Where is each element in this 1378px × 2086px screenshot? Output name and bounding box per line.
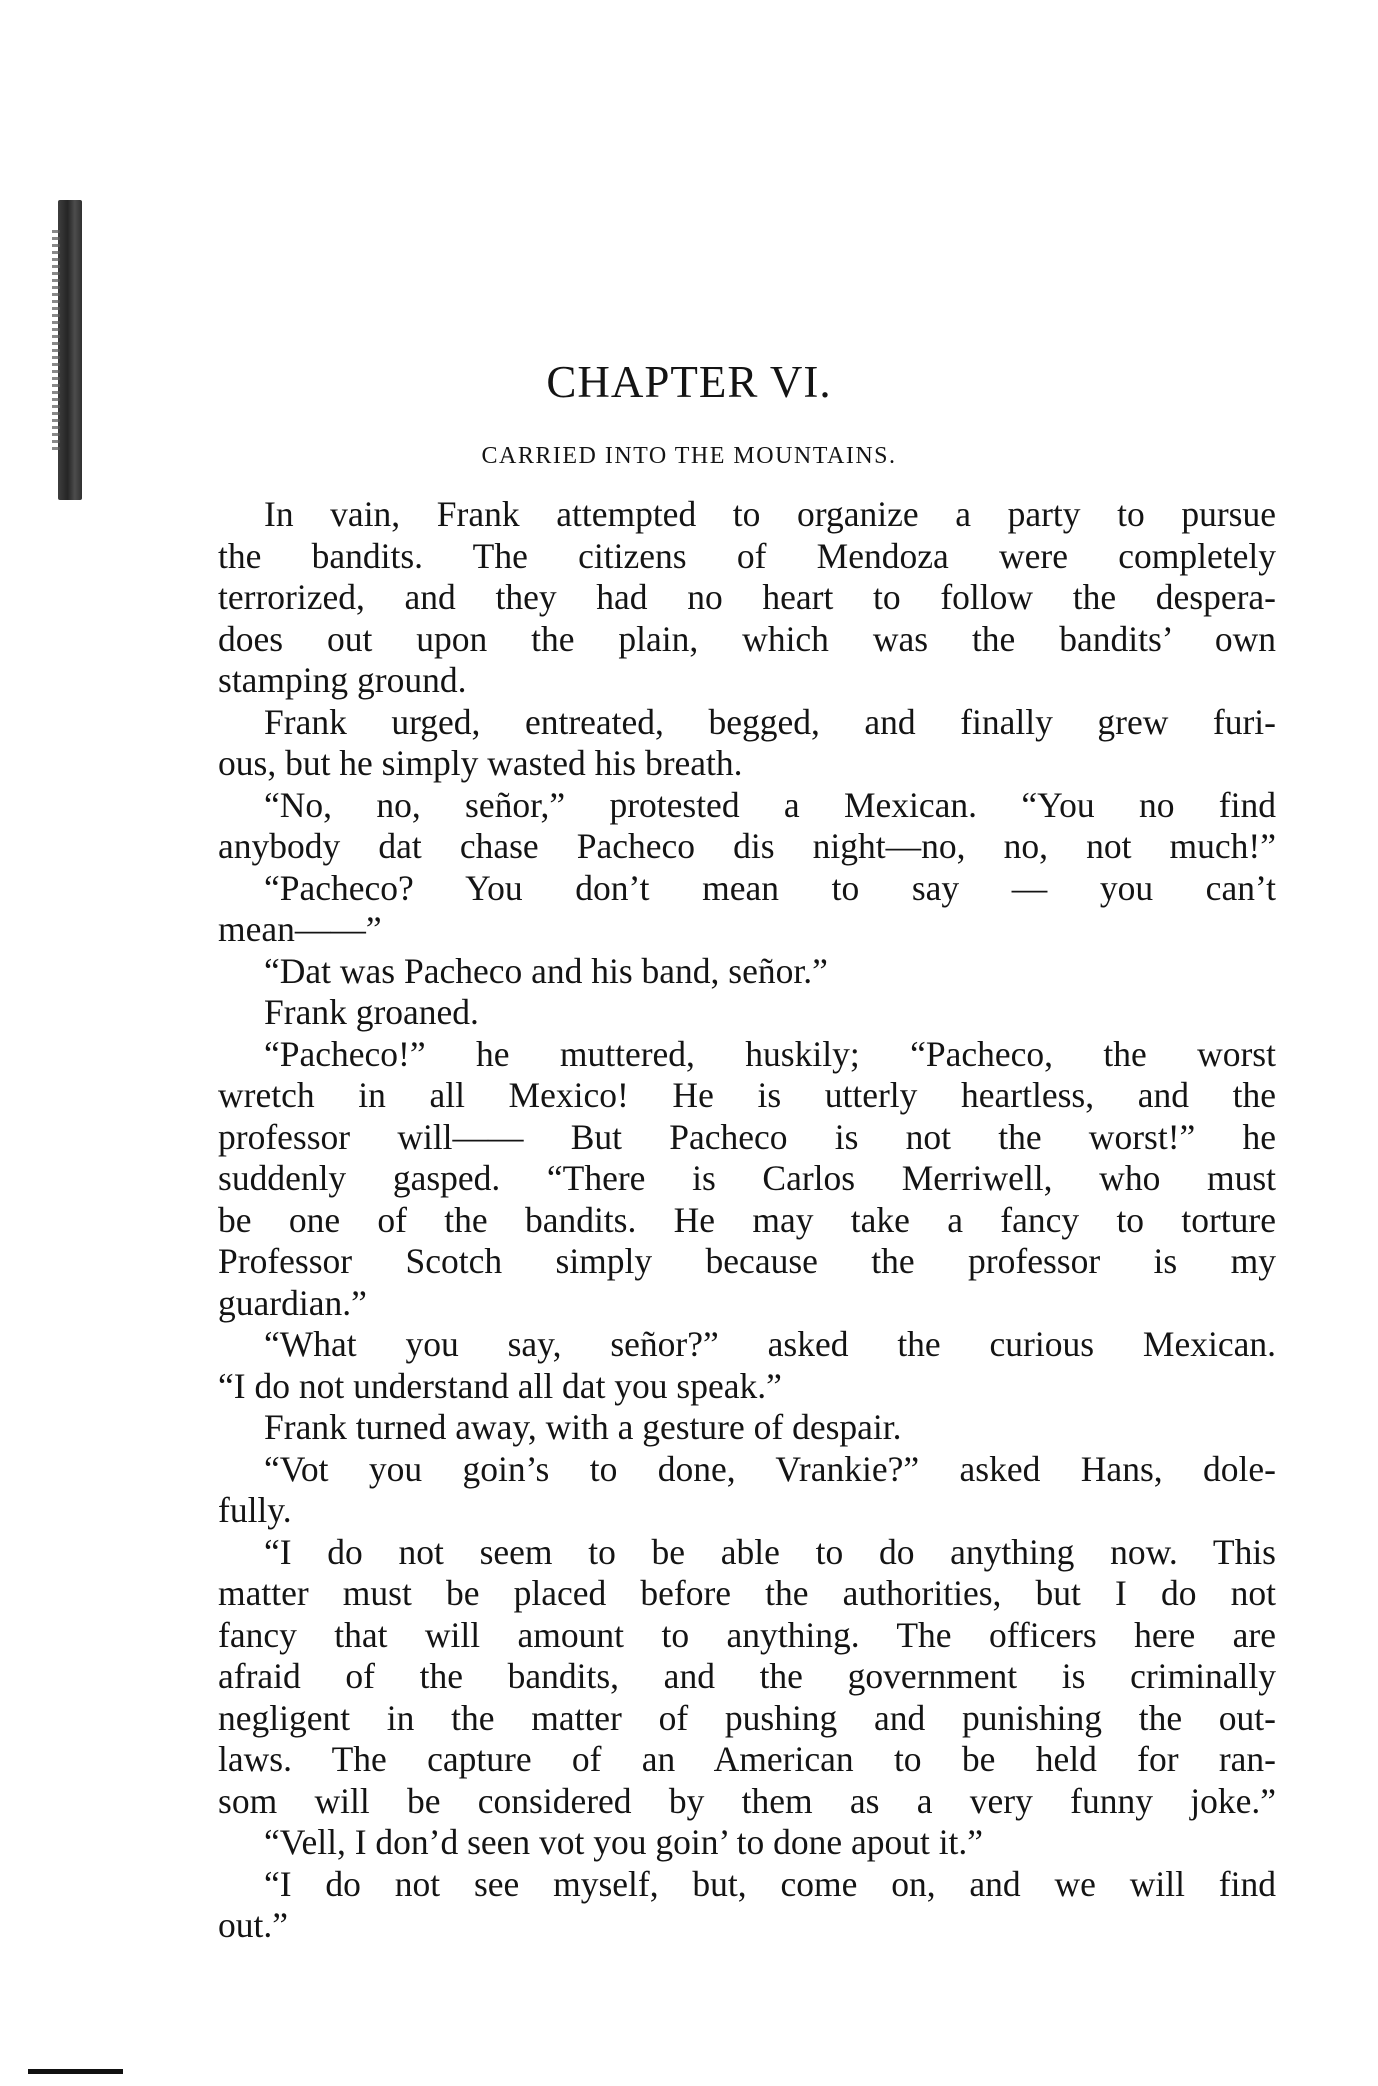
text-line: som will be considered by them as a very funny joke.” <box>218 1780 1276 1821</box>
text-line: “What you say, señor?” asked the curious Mexican. <box>264 1324 1276 1364</box>
text-line: fancy that will amount to anything. The officers here are <box>218 1614 1276 1655</box>
text-line: “I do not see myself, but, come on, and we will find <box>264 1863 1276 1904</box>
text-line: ous, but he simply wasted his breath. <box>218 743 743 783</box>
text-line: In vain, Frank attempted to organize a party to pursue <box>264 494 1276 534</box>
text-line: “I do not understand all dat you speak.” <box>218 1365 782 1406</box>
text-line: anybody dat chase Pacheco dis night—no, no, not much!” <box>218 826 1276 866</box>
text-line: “I do not seem to be able to do anything now. This <box>264 1531 1276 1572</box>
text-line: guardian.” <box>218 1282 367 1323</box>
text-line: afraid of the bandits, and the government is criminally <box>218 1656 1276 1696</box>
text-line: be one of the bandits. He may take a fancy to torture <box>218 1199 1276 1240</box>
text-line: laws. The capture of an American to be held for ran- <box>218 1739 1276 1779</box>
text-line: the bandits. The citizens of Mendoza were completely <box>218 535 1276 576</box>
chapter-title: CHAPTER VI. <box>546 357 832 407</box>
text-line: “Pacheco!” he muttered, huskily; “Pacheco, the worst <box>264 1033 1276 1074</box>
text-line: wretch in all Mexico! He is utterly heartless, and the <box>218 1075 1276 1115</box>
text-line: stamping ground. <box>218 660 467 700</box>
text-line: Frank groaned. <box>264 992 479 1032</box>
text-line: fully. <box>218 1490 292 1530</box>
text-line: Frank urged, entreated, begged, and finally grew furi- <box>264 701 1276 742</box>
text-line: “No, no, señor,” protested a Mexican. “You no find <box>264 784 1276 825</box>
text-line: matter must be placed before the authorities, but I do not <box>218 1573 1276 1613</box>
text-line: does out upon the plain, which was the bandits’ own <box>218 618 1276 659</box>
text-line: out.” <box>218 1905 288 1945</box>
text-line: “Vot you goin’s to done, Vrankie?” asked Hans, dole- <box>264 1448 1276 1489</box>
text-line: “Pacheco? You don’t mean to say — you can’t <box>264 867 1276 908</box>
text-line: terrorized, and they had no heart to follow the despera- <box>218 577 1276 617</box>
text-line: suddenly gasped. “There is Carlos Merriwell, who must <box>218 1158 1276 1198</box>
text-line: “Vell, I don’d seen vot you goin’ to done apout it.” <box>264 1822 984 1862</box>
chapter-subtitle: CARRIED INTO THE MOUNTAINS. <box>481 443 897 469</box>
text-line: negligent in the matter of pushing and punishing the out- <box>218 1697 1276 1738</box>
text-line: Professor Scotch simply because the professor is my <box>218 1241 1276 1281</box>
body-text <box>218 494 1276 1947</box>
text-line: “Dat was Pacheco and his band, señor.” <box>264 950 828 991</box>
text-line: Frank turned away, with a gesture of despair. <box>264 1407 902 1447</box>
page-corner-rule <box>28 2069 123 2074</box>
text-line: mean——” <box>218 909 382 949</box>
text-line: professor will—— But Pacheco is not the worst!” he <box>218 1116 1276 1157</box>
